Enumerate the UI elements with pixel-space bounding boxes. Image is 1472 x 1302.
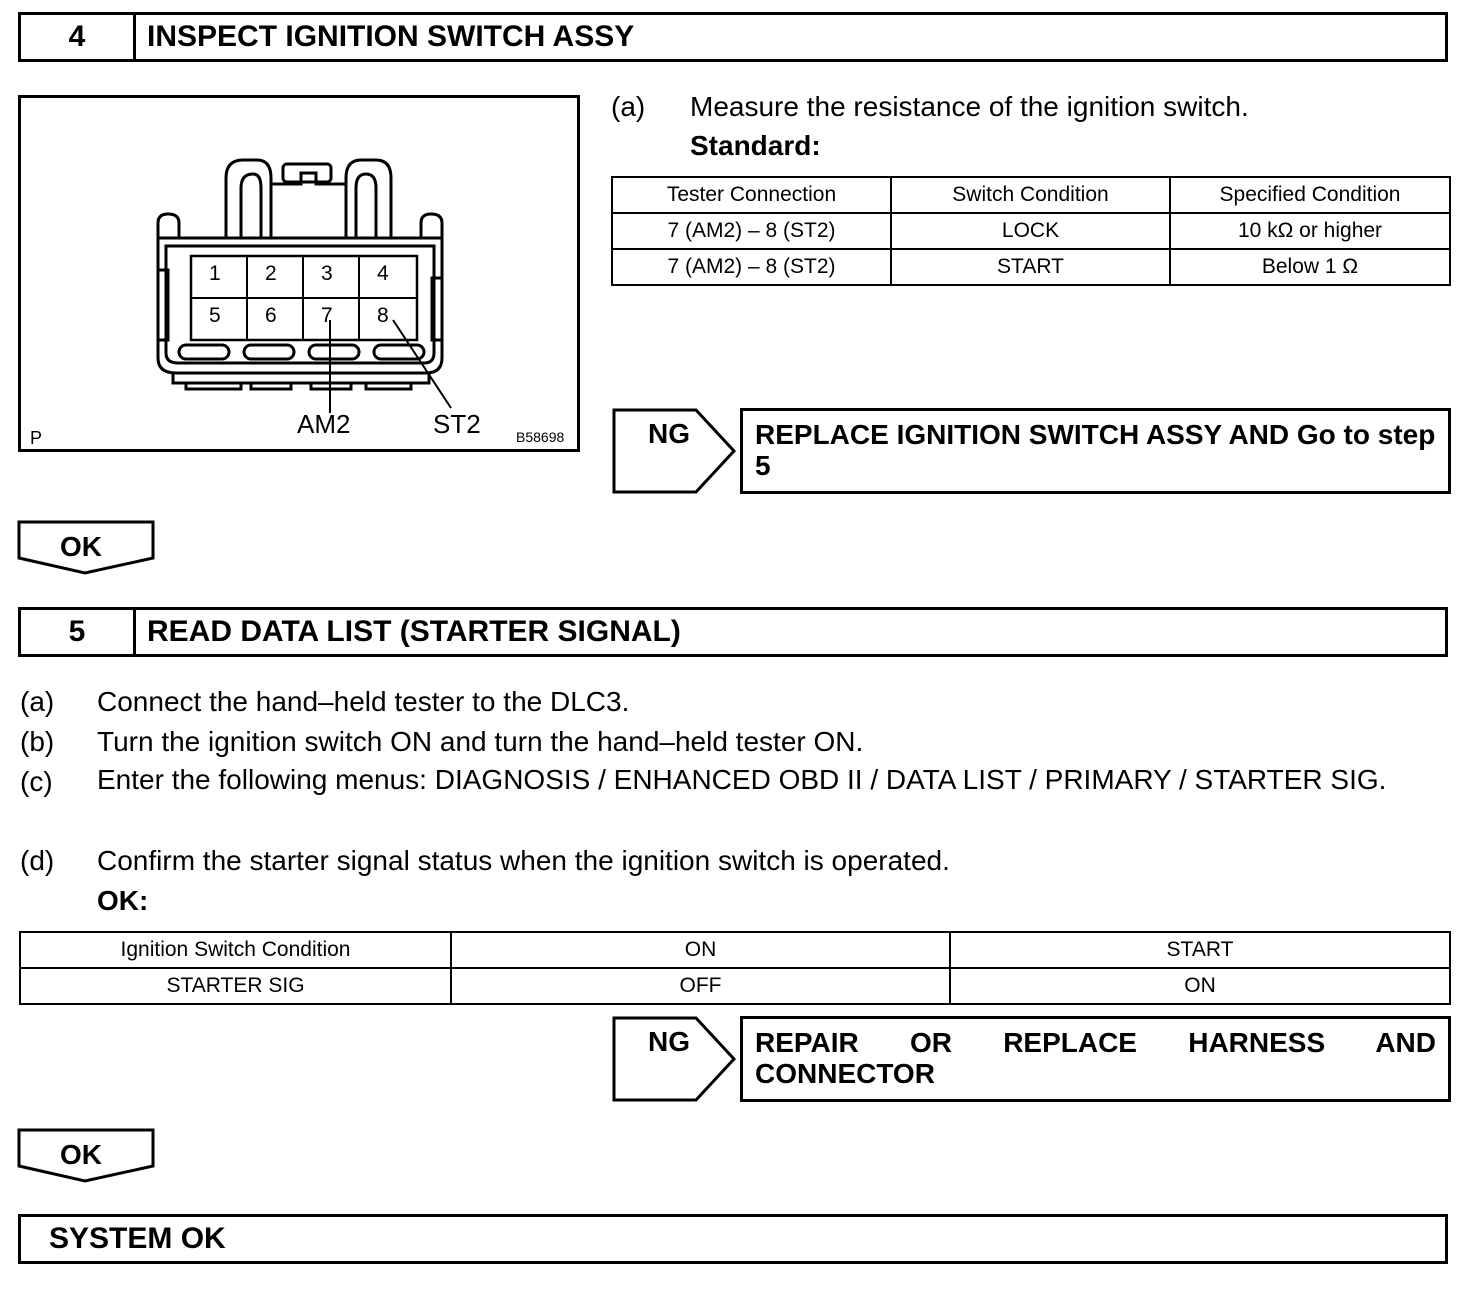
step-5-item-text: Connect the hand–held tester to the DLC3. xyxy=(97,686,630,717)
table-cell: ON xyxy=(950,968,1450,1004)
step-5-number: 5 xyxy=(21,610,136,654)
step-5-item-label: (a) xyxy=(20,686,55,717)
pin-4-label: 4 xyxy=(377,262,389,285)
table-header-row xyxy=(612,177,1450,213)
st2-label: ST2 xyxy=(433,409,481,439)
step-5-ng-action-box xyxy=(740,1016,1451,1102)
table-cell: 7 (AM2) – 8 (ST2) xyxy=(612,249,891,285)
step-4-number: 4 xyxy=(21,15,136,59)
system-ok-box xyxy=(18,1214,1448,1264)
system-ok-text: SYSTEM OK xyxy=(49,1222,226,1255)
figure-code: B58698 xyxy=(516,429,565,445)
standard-heading: Standard: xyxy=(690,130,821,161)
step-5-header xyxy=(18,607,1448,657)
step-5-item-label: (b) xyxy=(20,726,55,757)
pin-8-label: 8 xyxy=(377,304,389,327)
pin-3-label: 3 xyxy=(321,262,333,285)
table-row xyxy=(612,213,1450,249)
step-5-item-label: (c) xyxy=(20,766,53,797)
table-cell: 10 kΩ or higher xyxy=(1170,213,1450,249)
pin-6-label: 6 xyxy=(265,304,277,327)
step-4-title: INSPECT IGNITION SWITCH ASSY xyxy=(147,20,635,53)
step-4-item-a-text: Measure the resistance of the ignition switch. xyxy=(690,91,1249,122)
ok-heading: OK: xyxy=(97,885,149,916)
connector-figure xyxy=(18,95,580,452)
step-5-ng-label: NG xyxy=(648,1026,690,1057)
table-row xyxy=(20,968,1450,1004)
table-cell: OFF xyxy=(451,968,950,1004)
step-5-ok-label: OK xyxy=(60,1139,102,1170)
pin-5-label: 5 xyxy=(209,304,221,327)
table-header-cell: START xyxy=(950,932,1450,968)
table-cell: STARTER SIG xyxy=(20,968,451,1004)
table-row xyxy=(612,249,1450,285)
step-5-item-text: Enter the following menus: DIAGNOSIS / ENHANCED OBD II / DATA LIST / PRIMARY / STARTER SIG. xyxy=(97,764,1387,795)
connector-drawing xyxy=(21,98,577,449)
step-5-item-text: Turn the ignition switch ON and turn the hand–held tester ON. xyxy=(97,726,864,757)
step-4-ng-action-box xyxy=(740,408,1451,494)
step-4-header xyxy=(18,12,1448,62)
table-header-cell: Ignition Switch Condition xyxy=(20,932,451,968)
table-cell: Below 1 Ω xyxy=(1170,249,1450,285)
am2-label: AM2 xyxy=(297,409,351,439)
step-4-item-a-label: (a) xyxy=(611,91,646,122)
table-cell: LOCK xyxy=(891,213,1170,249)
table-header-cell: Tester Connection xyxy=(612,177,891,213)
step-5-item-text: Confirm the starter signal status when the ignition switch is operated. xyxy=(97,845,950,876)
pin-7-label: 7 xyxy=(321,304,333,327)
resistance-spec-table xyxy=(611,176,1451,286)
step-5-item-label: (d) xyxy=(20,845,55,876)
figure-corner-label: P xyxy=(30,428,43,448)
starter-signal-table xyxy=(19,931,1451,1005)
pin-2-label: 2 xyxy=(265,262,277,285)
table-cell: START xyxy=(891,249,1170,285)
step-5-title: READ DATA LIST (STARTER SIGNAL) xyxy=(147,615,681,648)
table-cell: 7 (AM2) – 8 (ST2) xyxy=(612,213,891,249)
pin-1-label: 1 xyxy=(209,262,221,285)
step-5-ng-action-text: REPAIR OR REPLACE HARNESS AND CONNECTOR xyxy=(755,1027,1436,1089)
step-4-ok-label: OK xyxy=(60,531,102,562)
step-4-ng-action-text: REPLACE IGNITION SWITCH ASSY AND Go to step 5 xyxy=(755,419,1436,481)
table-header-cell: Specified Condition xyxy=(1170,177,1450,213)
table-header-row xyxy=(20,932,1450,968)
table-header-cell: Switch Condition xyxy=(891,177,1170,213)
step-4-ng-label: NG xyxy=(648,418,690,449)
table-header-cell: ON xyxy=(451,932,950,968)
